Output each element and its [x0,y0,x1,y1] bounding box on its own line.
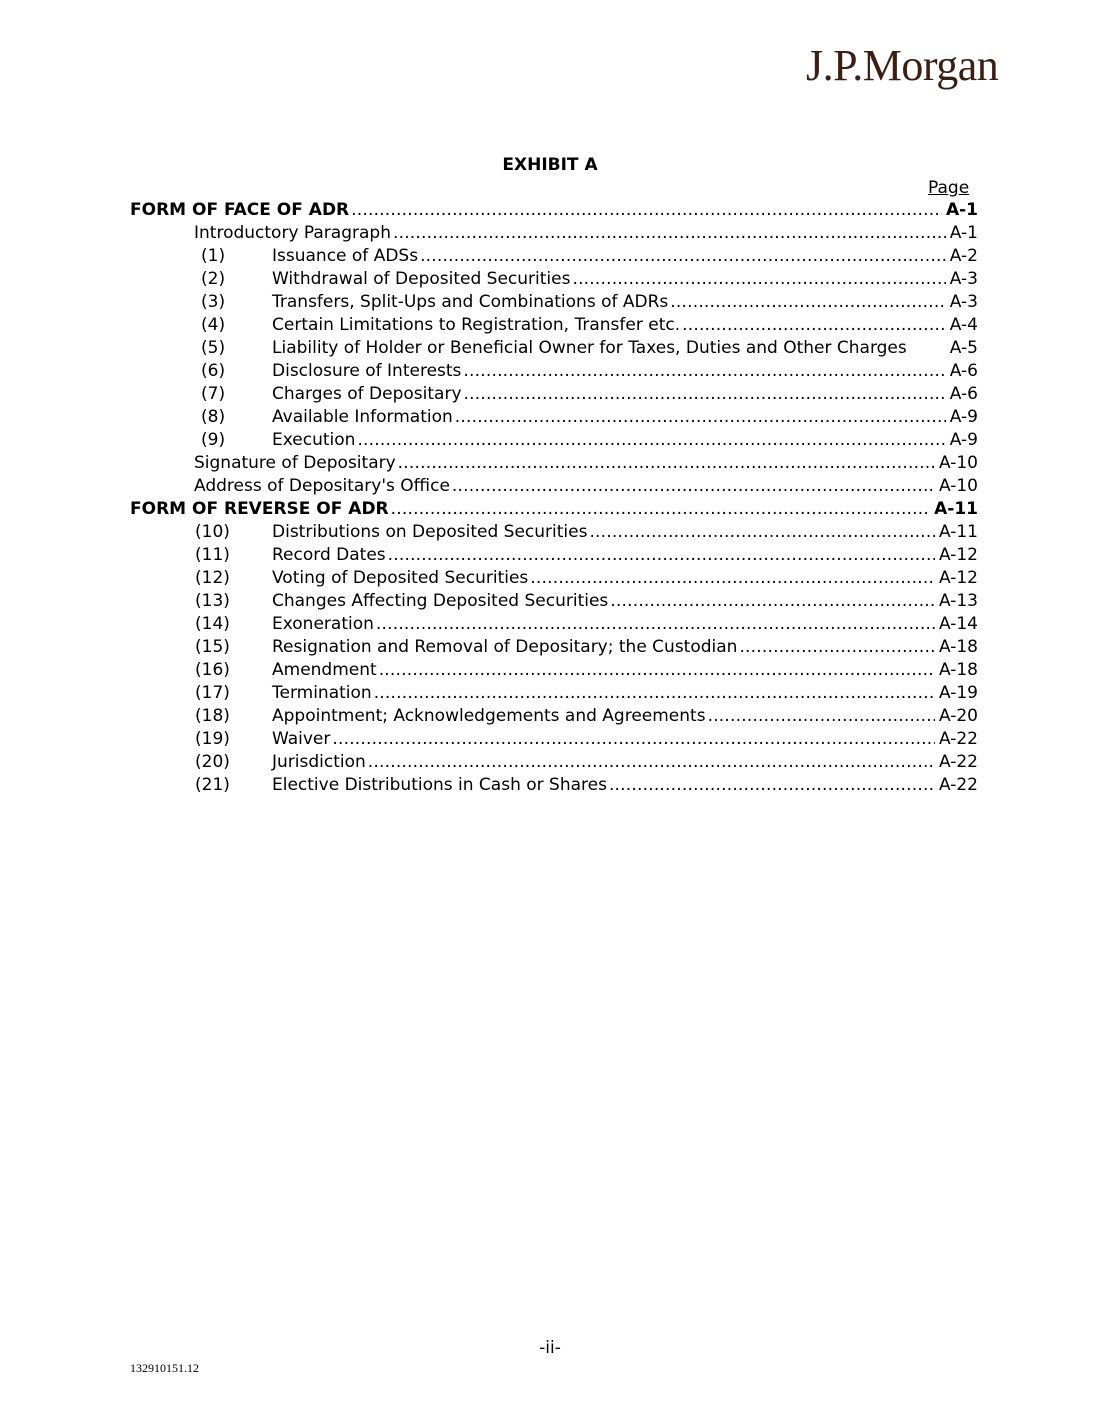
toc-entry-number: (10) [195,522,230,542]
table-of-contents [130,200,978,798]
toc-entry [130,522,978,545]
toc-entry [130,591,978,614]
toc-entry [130,752,978,775]
toc-entry [130,384,978,407]
toc-entry-label: Issuance of ADSs [272,246,419,266]
dot-leader [609,775,935,795]
document-id: 132910151.12 [130,1361,199,1375]
dot-leader [374,683,935,703]
toc-entry-page: A-5 [949,338,978,358]
toc-entry-label: Record Dates [272,545,386,565]
toc-entry-label: Waiver [272,729,331,749]
toc-entry-number: (9) [201,430,226,450]
toc-entry-number: (7) [201,384,226,404]
toc-entry-number: (1) [201,246,226,266]
toc-entry-number: (14) [195,614,230,634]
toc-entry-label: Disclosure of Interests [272,361,462,381]
page-column-header: Page [928,178,970,198]
toc-entry-number: (17) [195,683,230,703]
toc-entry-number: (20) [195,752,230,772]
dot-leader [530,568,935,588]
toc-entry-page: A-3 [949,292,978,312]
toc-entry-page: A-9 [949,430,978,450]
dot-leader [455,407,946,427]
toc-entry [130,499,978,522]
dot-leader [391,499,930,519]
toc-entry [130,292,978,315]
toc-entry [130,614,978,637]
dot-leader [332,729,935,749]
toc-entry-number: (16) [195,660,230,680]
dot-leader [572,269,945,289]
toc-entry-number: (19) [195,729,230,749]
dot-leader [398,453,935,473]
toc-entry-page: A-22 [938,729,978,749]
jpmorgan-logo: J.P.Morgan [806,41,999,90]
toc-entry-number: (15) [195,637,230,657]
toc-entry-page: A-6 [949,384,978,404]
page-number: -ii- [539,1338,561,1358]
toc-entry-label: Elective Distributions in Cash or Shares [272,775,607,795]
toc-entry-label: Resignation and Removal of Depositary; the Custodian [272,637,738,657]
toc-entry-page: A-9 [949,407,978,427]
dot-leader [376,614,935,634]
toc-entry-number: (18) [195,706,230,726]
toc-entry-label: Execution [272,430,356,450]
toc-entry-page: A-1 [945,200,978,220]
toc-entry-label: Voting of Deposited Securities [272,568,529,588]
toc-entry-page: A-13 [938,591,978,611]
toc-entry-page: A-14 [938,614,978,634]
dot-leader [393,223,946,243]
toc-entry-label: Exoneration [272,614,374,634]
dot-leader [682,315,946,335]
toc-entry-number: (2) [201,269,226,289]
dot-leader [739,637,935,657]
toc-entry-page: A-18 [938,660,978,680]
toc-entry-page: A-22 [938,775,978,795]
toc-entry-number: (12) [195,568,230,588]
toc-entry-label: Jurisdiction [272,752,366,772]
toc-entry-page: A-18 [938,637,978,657]
toc-entry-label: Available Information [272,407,453,427]
toc-entry-number: (3) [201,292,226,312]
dot-leader [610,591,935,611]
toc-entry-label: Termination [272,683,372,703]
toc-entry-number: (5) [201,338,226,358]
toc-entry-number: (6) [201,361,226,381]
toc-entry-label: FORM OF REVERSE OF ADR [130,499,389,519]
toc-entry [130,637,978,660]
dot-leader [670,292,946,312]
dot-leader [452,476,935,496]
toc-entry [130,338,978,361]
toc-entry [130,476,978,499]
toc-entry-page: A-11 [934,499,978,519]
toc-entry-page: A-1 [949,223,978,243]
toc-entry [130,430,978,453]
toc-entry [130,200,978,223]
toc-entry-label: Withdrawal of Deposited Securities [272,269,571,289]
toc-entry-page: A-20 [938,706,978,726]
toc-entry [130,223,978,246]
dot-leader [589,522,935,542]
dot-leader [420,246,946,266]
toc-entry-label: Liability of Holder or Beneficial Owner for Taxes, Duties and Other Charges [272,338,907,358]
toc-entry-page: A-11 [938,522,978,542]
toc-entry [130,706,978,729]
exhibit-title: EXHIBIT A [502,155,598,175]
toc-entry-label: Transfers, Split-Ups and Combinations of ADRs [272,292,669,312]
toc-entry [130,453,978,476]
toc-entry-page: A-10 [938,476,978,496]
dot-leader [368,752,935,772]
dot-leader [357,430,945,450]
toc-entry-label: Certain Limitations to Registration, Transfer etc. [272,315,681,335]
toc-entry-page: A-6 [949,361,978,381]
toc-entry [130,246,978,269]
toc-entry-label: Distributions on Deposited Securities [272,522,588,542]
toc-entry [130,269,978,292]
toc-entry [130,660,978,683]
dot-leader [379,660,935,680]
toc-entry [130,407,978,430]
toc-entry [130,729,978,752]
toc-entry-page: A-2 [949,246,978,266]
toc-entry [130,315,978,338]
toc-entry-label: Signature of Depositary [194,453,396,473]
toc-entry-page: A-4 [949,315,978,335]
toc-entry-number: (21) [195,775,230,795]
toc-entry-label: Address of Depositary's Office [194,476,450,496]
toc-entry [130,545,978,568]
dot-leader [708,706,935,726]
toc-entry-page: A-10 [938,453,978,473]
dot-leader [388,545,935,565]
toc-entry-label: FORM OF FACE OF ADR [130,200,350,220]
toc-entry [130,775,978,798]
toc-entry-label: Introductory Paragraph [194,223,391,243]
dot-leader [464,384,946,404]
toc-entry-number: (4) [201,315,226,335]
toc-entry [130,361,978,384]
dot-leader [351,200,942,220]
toc-entry [130,568,978,591]
toc-entry-label: Charges of Depositary [272,384,462,404]
toc-entry-page: A-12 [938,568,978,588]
toc-entry-page: A-22 [938,752,978,772]
toc-entry-page: A-19 [938,683,978,703]
toc-entry [130,683,978,706]
dot-leader [463,361,945,381]
toc-entry-page: A-12 [938,545,978,565]
toc-entry-label: Amendment [272,660,377,680]
toc-entry-number: (13) [195,591,230,611]
toc-entry-number: (11) [195,545,230,565]
toc-entry-label: Appointment; Acknowledgements and Agreements [272,706,706,726]
toc-entry-label: Changes Affecting Deposited Securities [272,591,609,611]
toc-entry-page: A-3 [949,269,978,289]
toc-entry-number: (8) [201,407,226,427]
